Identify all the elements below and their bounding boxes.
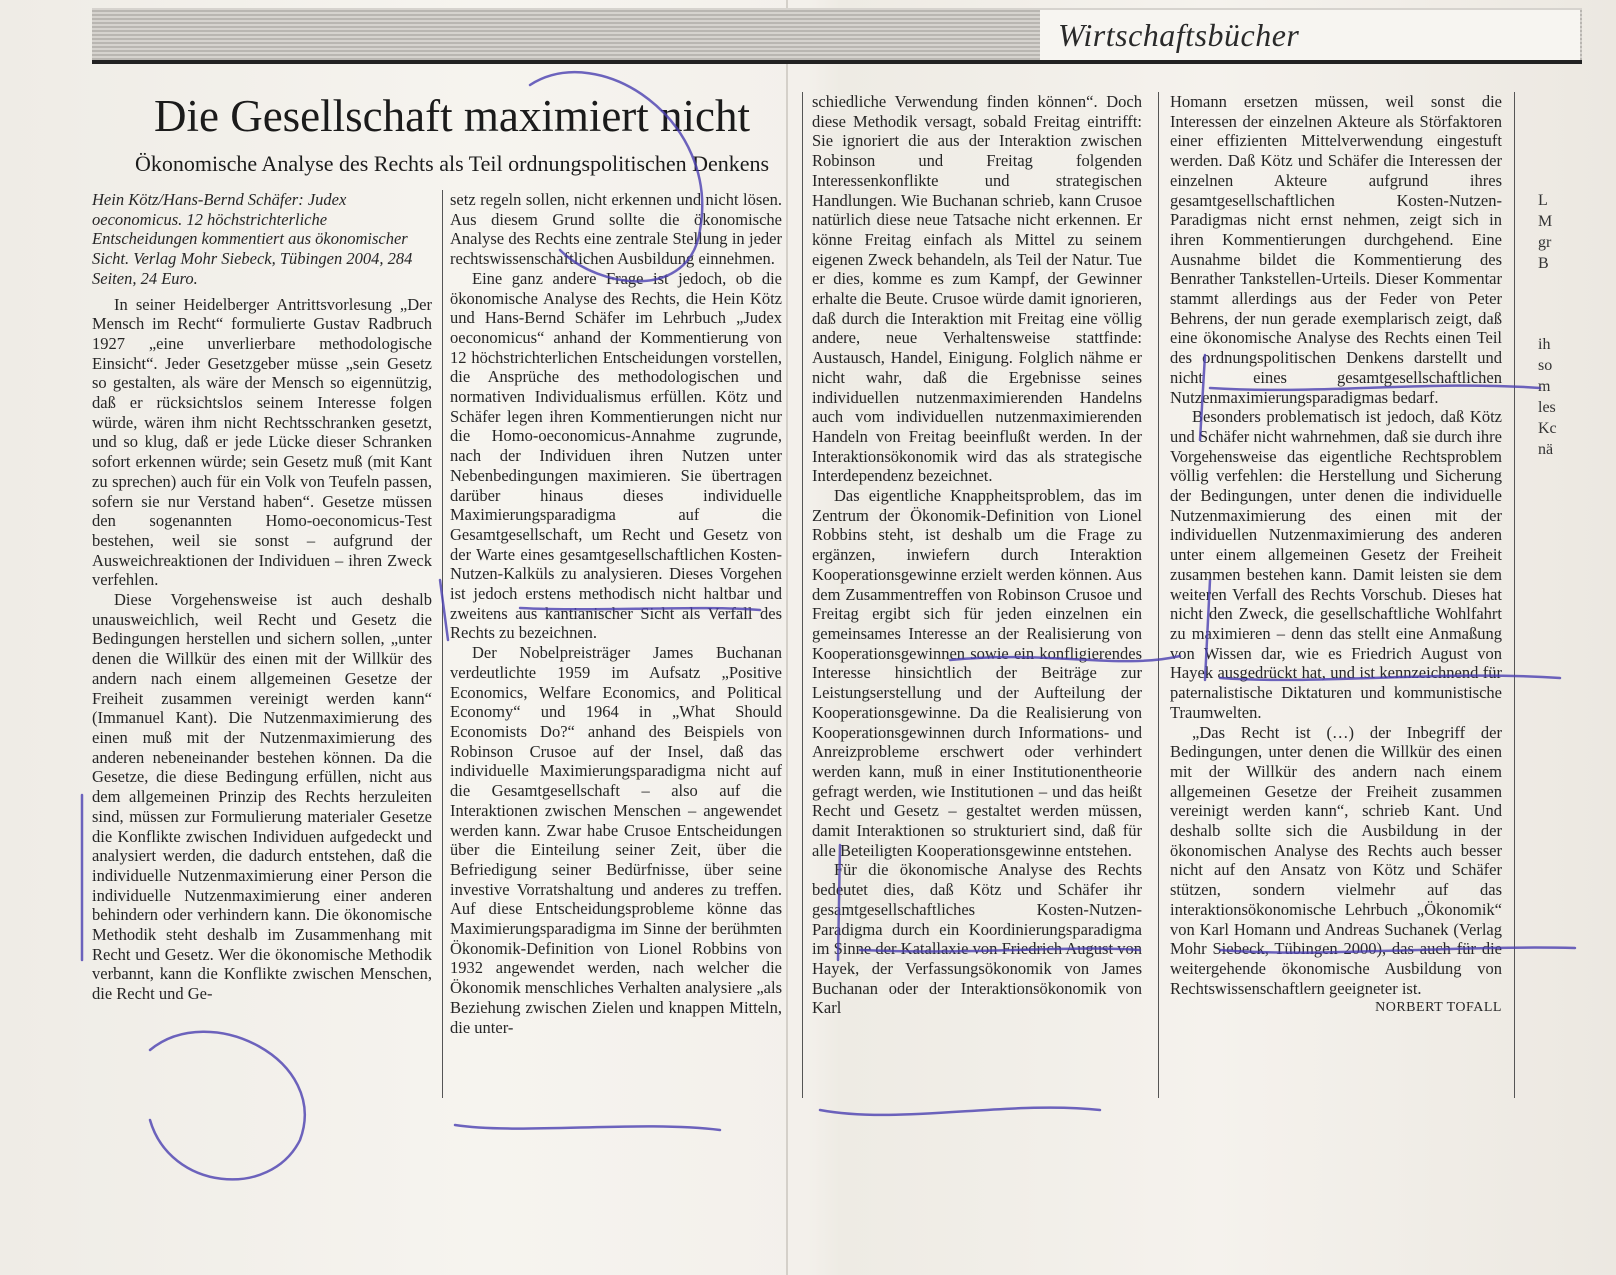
pen-circle-mark xyxy=(150,1032,305,1180)
fragment-line: nä xyxy=(1538,441,1554,458)
paragraph: Das eigentliche Knappheitsproblem, das im Zentrum der Ökonomik-Definition von Lionel Robbins steht, ist deshalb um die Frage zu ergänzen, inwiefern durch Interaktion Kooperationsgewinne erzielt werden können. Aus dem Zusammentreffen von Robinson Crusoe und Freitag ergibt sich für jeden einzelnen ein gemeinsames Interesse an der Realisierung von Kooperationsgewinnen sowie ein konfligierendes Interesse hinsichtlich der Beiträge zur Leistungserstellung und der Aufteilung der Kooperationsgewinne. Da die Realisierung von Kooperationsgewinnen durch Informations- und Anreizprobleme erschwert oder verhindert werden kann, muß in einer Institutionentheorie gefragt werden, wie Institutionen – und das heißt Recht und Gesetz – gestaltet werden müssen, damit Interaktionen so strukturiert sind, daß für alle Beteiligten Kooperationsgewinne entstehen. xyxy=(812,486,1142,860)
book-info: Hein Kötz/Hans-Bernd Schäfer: Judex oeconomicus. 12 höchstrichterliche Entscheidungen kommentiert aus ökonomischer Sicht. Verlag Mohr Siebeck, Tübingen 2004, 284 Seiten, 24 Euro. xyxy=(92,190,413,288)
pen-underline-mark xyxy=(520,608,760,610)
pen-bracket-mark xyxy=(1205,580,1210,680)
pen-underline-mark xyxy=(1220,676,1560,680)
paragraph: Besonders problematisch ist jedoch, daß Kötz und Schäfer nicht wahrnehmen, daß sie durch ihre Vorgehensweise das eigentliche Rechtsproblem völlig verfehlen: die Herstellung und Sicherung der Bedingungen, unter denen die individuelle Nutzenmaximierung des einen mit der individuellen Nutzenmaximierung des anderen unter einem allgemeinen Gesetz der Freiheit zusammen bestehen kann. Damit leisten sie dem weiteren Verfall des Rechts Vorschub. Dieses hat nicht den Zweck, die gesellschaftliche Wohlfahrt zu maximieren – denn das stellt eine Anmaßung von Wissen dar, wie es Friedrich August von Hayek ausgedrückt hat, und ist kennzeichnend für paternalistische Diktaturen und kommunistische Traumwelten. xyxy=(1170,407,1502,722)
fragment-line: L xyxy=(1538,192,1548,209)
pen-underline-mark xyxy=(820,1108,1100,1115)
paragraph: Der Nobelpreisträger James Buchanan verdeutlichte 1959 im Aufsatz „Positive Economics, Welfare Economics, and Political Economy“ und 1964 in „What Should Economists Do?“ anhand des Beispiels von Robinson Crusoe auf der Insel, daß das individuelle Maximierungsparadigma nicht auf die Gesamtgesellschaft – also auf die Interaktionen zwischen Menschen – angewendet werden kann. Zwar habe Crusoe Entscheidungen über die Einteilung seiner Zeit, über die Befriedigung seiner Bedürfnisse, über seine investive Vorratshaltung und anderes zu treffen. Auf diese Entscheidungsprobleme könne das Maximierungsparadigma im Sinne der berühmten Ökonomik-Definition von Lionel Robbins von 1932 angewendet werden, nach welcher die Ökonomik menschliches Verhalten analysiere „als Beziehung zwischen Zielen und knappen Mitteln, die unter- xyxy=(450,643,782,1037)
pen-underline-mark xyxy=(1220,948,1575,953)
pen-bracket-mark xyxy=(1200,355,1205,440)
pen-underline-mark xyxy=(950,656,1180,661)
fragment-line: m xyxy=(1538,378,1551,395)
subheadline: Ökonomische Analyse des Rechts als Teil ordnungspolitischen Denkens xyxy=(134,151,770,176)
paragraph: setz regeln sollen, nicht erkennen und nicht lösen. Aus diesem Grund sollte die ökonomische Analyse des Rechts eine zentrale Stellung in jeder rechtswissenschaftlichen Ausbildung einnehmen. xyxy=(450,190,782,269)
fragment-line: B xyxy=(1538,255,1549,272)
paragraph: Für die ökonomische Analyse des Rechts bedeutet dies, daß Kötz und Schäfer ihr gesamtgesellschaftliches Kosten-Nutzen-Paradigma durch ein Koordinierungsparadigma im Sinne der Katallaxie von Friedrich August von Hayek, der Verfassungsökonomik von James Buchanan oder der Interaktionsökonomik von Karl xyxy=(812,860,1142,1018)
author-byline: NORBERT TOFALL xyxy=(1375,1000,1502,1016)
fragment-line: ih xyxy=(1538,336,1551,353)
paragraph: schiedliche Verwendung finden können“. Doch diese Methodik versagt, sobald Freitag eintrifft: Sie ignoriert die aus der Interaktion zwischen Robinson und Freitag folgenden Interessenkonflikte und strategischen Handlungen. Wie Buchanan schrieb, kann Crusoe natürlich diese neue Tatsache nicht erkennen. Er könne Freitag einfach als Mittel zu seinem eigenen Zweck behandeln, als Teil der Natur. Tue er dies, komme es zum Kampf, der Gewinner erhalte die Beute. Crusoe würde damit ignorieren, daß durch die Interaktion mit Freitag eine völlig andere, neue Verhaltensweise stattfinde: Austausch, Handel, Einigung. Folglich nähme er nicht wahr, daß die Ergebnisse seines individuellen nutzenmaximierenden Handelns auch vom individuellen nutzenmaximierenden Handeln von Freitag beeinflußt werden. In der Interaktionsökonomik wird das als strategische Interdependenz bezeichnet. xyxy=(812,92,1142,486)
fragment-line: Kc xyxy=(1538,420,1557,437)
paragraph: Eine ganz andere Frage ist jedoch, ob die ökonomische Analyse des Rechts, die Hein Kötz und Hans-Bernd Schäfer im Lehrbuch „Judex oeconomicus“ anhand der Kommentierung von 12 höchstrichterlichen Entscheidungen vorstellen, die Ansprüche des methodologischen und normativen Individualismus erfüllen. Kötz und Schäfer legen ihren Kommentierungen nicht nur die Homo-oeconomicus-Annahme zugrunde, nach der Individuen ihren Nutzen unter Nebenbedingungen maximieren. Sie übertragen darüber hinaus dieses individuelle Maximierungsparadigma auf die Gesamtgesellschaft, um Recht und Gesetz von der Warte eines gesamtgesellschaftlichen Kosten-Nutzen-Kalküls zu analysieren. Dieses Vorgehen ist jedoch erstens methodisch nicht haltbar und zweitens aus kantianischer Sicht als Verfall des Rechts zu bezeichnen. xyxy=(450,268,782,643)
paragraph: In seiner Heidelberger Antrittsvorlesung „Der Mensch im Recht“ formulierte Gustav Radbruch 1927 „eine unverlierbare methodologische Einsicht“. Jeder Gesetzgeber müsse „sein Gesetz so gestalten, als wäre der Mensch so eigennützig, daß er rücksichtslos seinem Interesse folgen würde, wären ihm nicht Rechtsschranken gesetzt, und so klug, daß er jede Lücke dieser Schranken sofort erkennen würde; sein Gesetz muß (mit Kant zu sprechen) auch für ein Volk von Teufeln passen, sofern sie nur Verstand haben“. Gesetze müssen den sogenannten Homo-oeconomicus-Test bestehen, weil sie sonst – aufgrund der Ausweichreaktionen der Individuen – ihren Zweck verfehlen. xyxy=(92,294,432,590)
pen-bracket-mark xyxy=(838,845,840,960)
pen-underline-mark xyxy=(455,1125,720,1130)
fragment-line: M xyxy=(1538,213,1553,230)
paragraph: Diese Vorgehensweise ist auch deshalb unausweichlich, weil Recht und Gesetz die Bedingungen herstellen und sichern sollen, „unter denen die Willkür des einen mit der Willkür des andern nach einem allgemeinen Gesetze der Freiheit zusammen vereinigt werden kann“ (Immanuel Kant). Die Nutzenmaximierung des einen muß mit der Nutzenmaximierung des anderen nebeneinander bestehen können. Da die Gesetze, die diese Bedingung erfüllen, nicht aus dem allgemeinen Prinzip des Rechts herzuleiten sind, müssen zur Formulierung materialer Gesetze die Konflikte zwischen Individuen aufgedeckt und analysiert werden, die dadurch entstehen, daß die individuelle Nutzenmaximierung einer Person die individuelle Nutzenmaximierung einer anderen behindern oder verhindern kann. Die ökonomische Methodik steht deshalb im Zusammenhang mit Recht und Gesetz. Wer die ökonomische Methodik verbannt, kann die Konflikte zwischen Menschen, die Recht und Ge- xyxy=(92,590,432,1004)
pen-underline-mark xyxy=(1210,386,1540,390)
paragraph: Homann ersetzen müssen, weil sonst die Interessen der einzelnen Akteure als Störfaktoren einer effizienten Mittelverwendung eingestuft werden. Daß Kötz und Schäfer die Interessen der einzelnen Akteure aufgrund ihres gesamtgesellschaftlichen Kosten-Nutzen-Paradigmas nicht ernst nehmen, zeigt sich in ihren Kommentierungen durchgehend. Eine Ausnahme bildet die Kommentierung des Benrather Tankstellen-Urteils. Dieser Kommentar stammt allerdings aus der Feder von Peter Behrens, der nun gerade exemplarisch zeigt, daß eine ökonomische Analyse des Rechts einen Teil des ordnungspolitischen Denkens darstellt und nicht eines gesamtgesellschaftlichen Nutzenmaximierungsparadigmas bedarf. xyxy=(1170,92,1502,407)
pen-circle-mark xyxy=(530,72,702,281)
section-label: Wirtschaftsbücher xyxy=(1040,10,1580,60)
paragraph: „Das Recht ist (…) der Inbegriff der Bedingungen, unter denen die Willkür des einen mit der Willkür des andern nach einem allgemeinen Gesetze der Freiheit zusammen vereinigt werden kann“, schrieb Kant. Und deshalb sollte sich die Ausbildung in der ökonomischen Analyse des Rechts auch besser nicht auf den Ansatz von Kötz und Schäfer stützen, sondern vielmehr auf das interaktionsökonomische Lehrbuch „Ökonomik“ von Karl Homann und Andreas Suchanek (Verlag Mohr Siebeck, Tübingen 2000), das auch für die weitergehende ökonomische Ausbildung von Rechtswissenschaftlern geeigneter ist. xyxy=(1170,722,1502,998)
pen-underline-mark xyxy=(860,949,1140,952)
pen-vertical-mark xyxy=(440,580,448,640)
fragment-line: les xyxy=(1538,399,1556,416)
fragment-line: gr xyxy=(1538,234,1552,251)
fragment-line: so xyxy=(1538,357,1553,374)
headline: Die Gesellschaft maximiert nicht xyxy=(153,91,751,141)
